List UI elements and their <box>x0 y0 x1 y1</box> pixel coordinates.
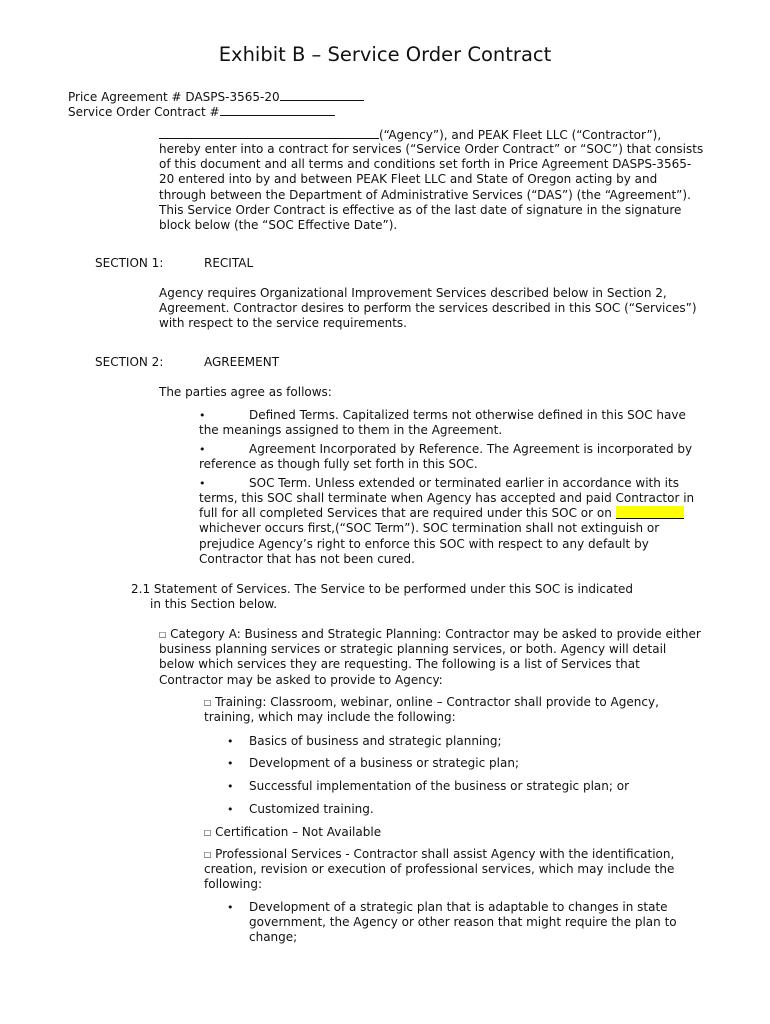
statement-of-services-line-2: in this Section below. <box>150 597 278 611</box>
intro-line-3: of this document and all terms and conditions set forth in Price Agreement DASPS-3565- <box>159 157 692 171</box>
soc-term-line-2: terms, this SOC shall terminate when Agency has accepted and paid Contractor in <box>199 491 695 505</box>
bullet-icon: • <box>227 757 234 770</box>
section-2-label: SECTION 2: <box>95 355 164 369</box>
agency-name-blank[interactable] <box>159 127 379 139</box>
intro-line-6: This Service Order Contract is effective as of the last date of signature in the signature <box>159 203 682 217</box>
bullet-icon: • <box>227 901 234 914</box>
category-a-line-3: below which services they are requesting. The following is a list of Services that <box>159 657 640 671</box>
professional-item-line-1: Development of a strategic plan that is adaptable to changes in state <box>249 900 668 914</box>
bullet-icon: • <box>227 735 234 748</box>
section-1-label: SECTION 1: <box>95 256 164 270</box>
intro-line-7: block below (the “SOC Effective Date”). <box>159 218 398 232</box>
bullet-icon: • <box>199 409 206 422</box>
certification-checkbox[interactable]: ☐ <box>204 825 212 839</box>
certification-text: Certification – Not Available <box>215 825 382 839</box>
price-agreement-label: Price Agreement # DASPS-3565-20 <box>68 90 280 104</box>
recital-line-1: Agency requires Organizational Improvement Services described below in Section 2, <box>159 286 667 300</box>
defined-terms-line-2: the meanings assigned to them in the Agreement. <box>199 423 503 437</box>
training-item: Basics of business and strategic planning; <box>249 734 502 748</box>
recital-line-3: with respect to the service requirements. <box>159 316 407 330</box>
section-1-title: RECITAL <box>204 256 254 270</box>
soc-end-date-blank[interactable] <box>616 506 684 519</box>
bullet-icon: • <box>199 477 206 490</box>
intro-line-4: 20 entered into by and between PEAK Fleet LLC and State of Oregon acting by and <box>159 172 658 186</box>
training-text-1: Training: Classroom, webinar, online – Contractor shall provide to Agency, <box>215 695 659 709</box>
soc-number-line <box>68 104 335 121</box>
defined-terms-line-1: Defined Terms. Capitalized terms not otherwise defined in this SOC have <box>249 408 686 422</box>
professional-item-line-2: government, the Agency or other reason that might require the plan to <box>249 915 677 929</box>
intro-text-1: (“Agency”), and PEAK Fleet LLC (“Contractor”), <box>379 128 662 142</box>
soc-term-line-6: Contractor that has not been cured. <box>199 552 415 566</box>
category-a-line-4: Contractor may be asked to provide to Agency: <box>159 673 443 687</box>
section-2-title: AGREEMENT <box>204 355 280 369</box>
soc-term-text-3: full for all completed Services that are required under this SOC or on <box>199 506 612 520</box>
bullet-icon: • <box>227 780 234 793</box>
training-line-2: training, which may include the following: <box>204 710 456 724</box>
category-a-line-2: business planning services or strategic planning services, or both. Agency will detail <box>159 642 667 656</box>
page-title: Exhibit B – Service Order Contract <box>218 43 552 66</box>
professional-item-line-3: change; <box>249 930 298 944</box>
parties-agree-text: The parties agree as follows: <box>159 385 332 399</box>
incorporated-line-1: Agreement Incorporated by Reference. The Agreement is incorporated by <box>249 442 693 456</box>
training-item: Customized training. <box>249 802 374 816</box>
soc-term-line-5: prejudice Agency’s right to enforce this SOC with respect to any default by <box>199 537 649 551</box>
bullet-icon: • <box>199 443 206 456</box>
soc-number-blank[interactable] <box>220 104 335 116</box>
professional-checkbox[interactable]: ☐ <box>204 847 212 861</box>
soc-term-line-3 <box>199 506 684 522</box>
training-line-1 <box>204 695 659 711</box>
certification-line <box>204 825 381 841</box>
category-a-line-1 <box>159 627 701 643</box>
professional-line-3: following: <box>204 877 262 891</box>
price-agreement-blank[interactable] <box>280 89 364 101</box>
category-a-checkbox[interactable]: ☐ <box>159 627 167 641</box>
intro-line-5: through between the Department of Administrative Services (“DAS”) (the “Agreement”). <box>159 188 691 202</box>
incorporated-line-2: reference as though fully set forth in this SOC. <box>199 457 478 471</box>
professional-text-1: Professional Services - Contractor shall assist Agency with the identification, <box>215 847 675 861</box>
soc-number-label: Service Order Contract # <box>68 105 220 119</box>
training-item: Development of a business or strategic plan; <box>249 756 519 770</box>
statement-of-services-line-1: 2.1 Statement of Services. The Service to be performed under this SOC is indicated <box>131 582 634 596</box>
bullet-icon: • <box>227 803 234 816</box>
intro-line-2: hereby enter into a contract for services (“Service Order Contract” or “SOC”) that consists <box>159 142 704 156</box>
recital-line-2: Agreement. Contractor desires to perform the services described in this SOC (“Services”) <box>159 301 697 315</box>
professional-line-2: creation, revision or execution of professional services, which may include the <box>204 862 675 876</box>
training-checkbox[interactable]: ☐ <box>204 695 212 709</box>
soc-term-line-4: whichever occurs first,(“SOC Term”). SOC termination shall not extinguish or <box>199 521 660 535</box>
professional-line-1 <box>204 847 674 863</box>
training-item: Successful implementation of the business or strategic plan; or <box>249 779 630 793</box>
soc-term-line-1: SOC Term. Unless extended or terminated earlier in accordance with its <box>249 476 679 490</box>
category-a-text-1: Category A: Business and Strategic Planning: Contractor may be asked to provide either <box>170 627 701 641</box>
